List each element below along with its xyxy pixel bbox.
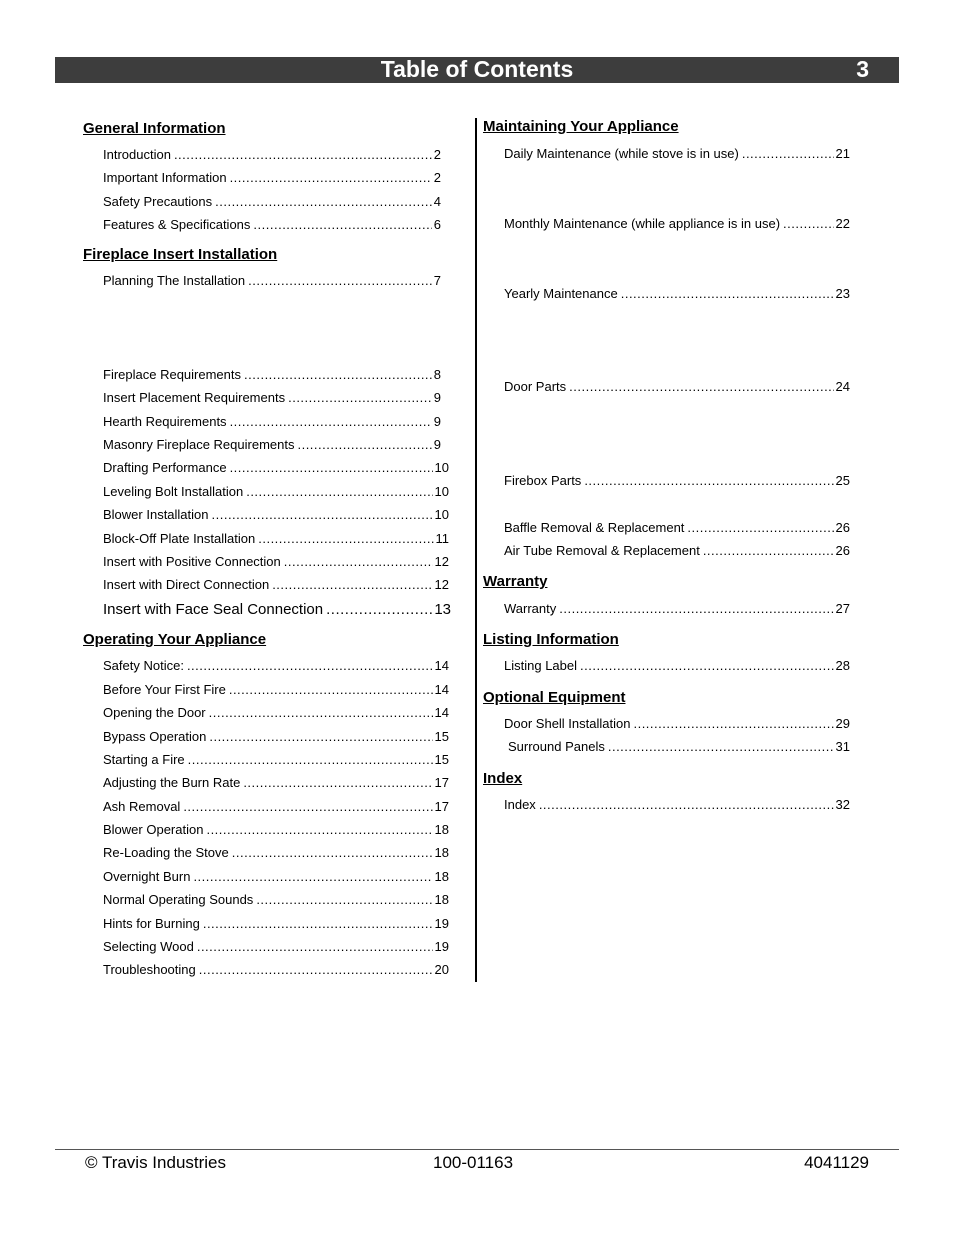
toc-entry-page: 9 xyxy=(433,414,441,429)
toc-entry[interactable] xyxy=(504,543,850,559)
toc-entry-page: 15 xyxy=(434,752,449,767)
toc-entry-title: Index xyxy=(504,797,536,812)
toc-entry-title: Hints for Burning xyxy=(103,916,200,931)
toc-entry-title: Re-Loading the Stove xyxy=(103,845,229,860)
footer-copyright: © Travis Industries xyxy=(85,1153,227,1172)
toc-entry-page: 14 xyxy=(434,705,449,720)
toc-entry[interactable] xyxy=(103,869,449,885)
toc-entry-title: Overnight Burn xyxy=(103,869,191,884)
leader-dots xyxy=(230,460,433,476)
toc-entry-title: Insert with Direct Connection xyxy=(103,577,270,592)
toc-entry-page: 14 xyxy=(434,682,449,697)
toc-entry-title: Ash Removal xyxy=(103,799,181,814)
toc-entry-title: Blower Installation xyxy=(103,507,209,522)
toc-entry-title: Safety Notice: xyxy=(103,658,184,673)
leader-dots xyxy=(209,705,433,721)
toc-entry-title: Features & Specifications xyxy=(103,217,251,232)
toc-entry[interactable] xyxy=(103,939,449,955)
toc-entry[interactable] xyxy=(103,273,441,289)
toc-entry[interactable] xyxy=(103,194,441,210)
toc-entry[interactable] xyxy=(504,286,850,302)
leader-dots xyxy=(206,822,432,838)
toc-entry[interactable] xyxy=(504,658,850,674)
toc-entry[interactable] xyxy=(103,962,449,978)
toc-entry-page: 4 xyxy=(433,194,441,209)
toc-entry-page: 9 xyxy=(433,437,441,452)
leader-dots xyxy=(559,601,833,617)
toc-entry[interactable] xyxy=(103,437,441,453)
toc-entry-title: Door Shell Installation xyxy=(504,716,631,731)
leader-dots xyxy=(297,437,431,453)
leader-dots xyxy=(174,147,432,163)
toc-entry[interactable] xyxy=(504,146,850,162)
leader-dots xyxy=(703,543,834,559)
toc-entry[interactable] xyxy=(103,484,449,500)
toc-entry-page: 19 xyxy=(434,939,449,954)
leader-dots xyxy=(326,601,432,619)
leader-dots xyxy=(284,554,433,570)
leader-dots xyxy=(230,170,432,186)
section-heading-warranty[interactable]: Warranty xyxy=(483,573,548,590)
leader-dots xyxy=(569,379,833,395)
toc-entry-title: Firebox Parts xyxy=(504,473,582,488)
toc-entry[interactable] xyxy=(103,752,449,768)
toc-entry-page: 13 xyxy=(434,601,451,618)
toc-entry[interactable] xyxy=(103,705,449,721)
toc-entry[interactable] xyxy=(103,390,441,406)
section-heading-index[interactable]: Index xyxy=(483,770,523,787)
toc-entry[interactable] xyxy=(508,739,850,755)
leader-dots xyxy=(209,729,432,745)
toc-entry-title: Selecting Wood xyxy=(103,939,194,954)
toc-entry-title: Introduction xyxy=(103,147,171,162)
toc-entry[interactable] xyxy=(103,916,449,932)
leader-dots xyxy=(188,752,433,768)
toc-entry-page: 10 xyxy=(434,507,449,522)
toc-entry[interactable] xyxy=(103,531,449,547)
leader-dots xyxy=(783,216,833,232)
toc-entry-title: Normal Operating Sounds xyxy=(103,892,254,907)
toc-entry-title: Adjusting the Burn Rate xyxy=(103,775,241,790)
toc-entry-page: 28 xyxy=(835,658,850,673)
toc-entry-page: 9 xyxy=(433,390,441,405)
toc-entry-page: 18 xyxy=(434,822,449,837)
toc-entry-page: 18 xyxy=(434,869,449,884)
leader-dots xyxy=(232,845,433,861)
toc-entry-page: 25 xyxy=(835,473,850,488)
toc-entry-page: 8 xyxy=(433,367,441,382)
toc-entry-title: Masonry Fireplace Requirements xyxy=(103,437,295,452)
toc-entry-page: 15 xyxy=(434,729,449,744)
toc-entry[interactable] xyxy=(504,520,850,536)
toc-entry[interactable] xyxy=(103,845,449,861)
toc-entry-title: Baffle Removal & Replacement xyxy=(504,520,685,535)
leader-dots xyxy=(183,799,432,815)
toc-entry-page: 18 xyxy=(434,892,449,907)
leader-dots xyxy=(539,797,834,813)
leader-dots xyxy=(584,473,833,489)
toc-entry[interactable] xyxy=(103,147,441,163)
column-divider xyxy=(475,118,477,982)
leader-dots xyxy=(229,682,433,698)
toc-entry-title: Block-Off Plate Installation xyxy=(103,531,256,546)
toc-entry-page: 24 xyxy=(835,379,850,394)
toc-entry-page: 10 xyxy=(434,460,449,475)
toc-entry-page: 14 xyxy=(434,658,449,673)
section-heading-fireplace-insert-installation[interactable]: Fireplace Insert Installation xyxy=(83,246,278,263)
toc-entry[interactable] xyxy=(103,554,449,570)
toc-entry-title: Troubleshooting xyxy=(103,962,196,977)
leader-dots xyxy=(215,194,432,210)
toc-entry[interactable] xyxy=(103,601,451,619)
section-heading-maintaining-your-appliance[interactable]: Maintaining Your Appliance xyxy=(483,118,679,135)
toc-entry[interactable] xyxy=(103,799,449,815)
toc-entry[interactable] xyxy=(103,507,449,523)
toc-entry[interactable] xyxy=(103,729,449,745)
toc-entry[interactable] xyxy=(504,716,850,732)
toc-entry-title: Monthly Maintenance (while appliance is in use) xyxy=(504,216,781,231)
toc-entry[interactable] xyxy=(103,775,449,791)
leader-dots xyxy=(243,775,432,791)
toc-entry-page: 21 xyxy=(835,146,850,161)
toc-entry-page: 6 xyxy=(433,217,441,232)
leader-dots xyxy=(288,390,432,406)
toc-entry[interactable] xyxy=(103,367,441,383)
toc-entry-page: 12 xyxy=(434,577,449,592)
toc-entry[interactable] xyxy=(103,217,441,233)
toc-entry-page: 2 xyxy=(433,147,441,162)
leader-dots xyxy=(633,716,833,732)
toc-entry-title: Air Tube Removal & Replacement xyxy=(504,543,700,558)
toc-entry[interactable] xyxy=(504,473,850,489)
toc-entry-title: Starting a Fire xyxy=(103,752,185,767)
leader-dots xyxy=(187,658,433,674)
leader-dots xyxy=(246,484,432,500)
footer-part-number: 4041129 xyxy=(804,1153,869,1172)
toc-entry-page: 10 xyxy=(434,484,449,499)
toc-entry-page: 31 xyxy=(835,739,850,754)
toc-entry-title: Opening the Door xyxy=(103,705,206,720)
leader-dots xyxy=(244,367,432,383)
toc-entry-title: Surround Panels xyxy=(508,739,605,754)
toc-entry-page: 23 xyxy=(835,286,850,301)
leader-dots xyxy=(203,916,433,932)
toc-entry[interactable] xyxy=(103,460,449,476)
toc-entry-title: Important Information xyxy=(103,170,227,185)
toc-entry-page: 19 xyxy=(434,916,449,931)
toc-entry-title: Safety Precautions xyxy=(103,194,213,209)
section-heading-general-information[interactable]: General Information xyxy=(83,120,226,137)
toc-entry-page: 20 xyxy=(434,962,449,977)
toc-entry-title: Before Your First Fire xyxy=(103,682,226,697)
toc-entry[interactable] xyxy=(103,892,449,908)
toc-entry-title: Door Parts xyxy=(504,379,567,394)
toc-entry-title: Warranty xyxy=(504,601,557,616)
toc-entry[interactable] xyxy=(504,379,850,395)
footer-rule xyxy=(55,1149,899,1150)
toc-entry-title: Listing Label xyxy=(504,658,577,673)
toc-entry-title: Blower Operation xyxy=(103,822,204,837)
toc-entry[interactable] xyxy=(103,822,449,838)
toc-entry-title: Daily Maintenance (while stove is in use) xyxy=(504,146,739,161)
toc-entry[interactable] xyxy=(103,414,441,430)
toc-entry[interactable] xyxy=(504,601,850,617)
toc-entry-page: 7 xyxy=(433,273,441,288)
leader-dots xyxy=(193,869,432,885)
toc-entry-page: 26 xyxy=(835,543,850,558)
section-heading-listing-information[interactable]: Listing Information xyxy=(483,631,619,648)
toc-entry-title: Insert with Positive Connection xyxy=(103,554,281,569)
toc-entry-title: Yearly Maintenance xyxy=(504,286,618,301)
leader-dots xyxy=(230,414,432,430)
header-bar xyxy=(55,57,899,83)
toc-entry-page: 27 xyxy=(835,601,850,616)
toc-entry-title: Hearth Requirements xyxy=(103,414,227,429)
section-heading-optional-equipment[interactable]: Optional Equipment xyxy=(483,689,626,706)
toc-entry-page: 17 xyxy=(434,799,449,814)
toc-entry-title: Insert with Face Seal Connection xyxy=(103,601,324,618)
toc-entry-title: Drafting Performance xyxy=(103,460,227,475)
leader-dots xyxy=(742,146,834,162)
toc-entry-page: 26 xyxy=(835,520,850,535)
leader-dots xyxy=(197,939,433,955)
toc-entry-title: Fireplace Requirements xyxy=(103,367,242,382)
leader-dots xyxy=(608,739,834,755)
toc-entry[interactable] xyxy=(103,658,449,674)
toc-entry-title: Insert Placement Requirements xyxy=(103,390,286,405)
toc-entry-title: Leveling Bolt Installation xyxy=(103,484,244,499)
toc-entry-title: Planning The Installation xyxy=(103,273,246,288)
toc-entry-page: 17 xyxy=(434,775,449,790)
toc-entry[interactable] xyxy=(103,682,449,698)
toc-entry-page: 32 xyxy=(835,797,850,812)
toc-entry-page: 29 xyxy=(835,716,850,731)
toc-entry-page: 22 xyxy=(835,216,850,231)
leader-dots xyxy=(199,962,433,978)
leader-dots xyxy=(212,507,433,523)
leader-dots xyxy=(272,577,432,593)
toc-entry-page: 12 xyxy=(434,554,449,569)
footer-document-number: 100-01163 xyxy=(433,1153,514,1172)
section-heading-operating-your-appliance[interactable]: Operating Your Appliance xyxy=(83,631,267,648)
page-number: 3 xyxy=(856,56,869,82)
leader-dots xyxy=(580,658,834,674)
toc-entry-page: 18 xyxy=(434,845,449,860)
toc-entry[interactable] xyxy=(504,216,850,232)
leader-dots xyxy=(253,217,431,233)
toc-entry-page: 2 xyxy=(433,170,441,185)
toc-entry[interactable] xyxy=(504,797,850,813)
leader-dots xyxy=(256,892,432,908)
leader-dots xyxy=(258,531,433,547)
leader-dots xyxy=(687,520,833,536)
toc-entry-title: Bypass Operation xyxy=(103,729,207,744)
leader-dots xyxy=(248,273,432,289)
toc-entry-page: 11 xyxy=(435,531,449,546)
toc-entry[interactable] xyxy=(103,170,441,186)
page-title: Table of Contents xyxy=(380,56,574,82)
leader-dots xyxy=(621,286,834,302)
toc-entry[interactable] xyxy=(103,577,449,593)
